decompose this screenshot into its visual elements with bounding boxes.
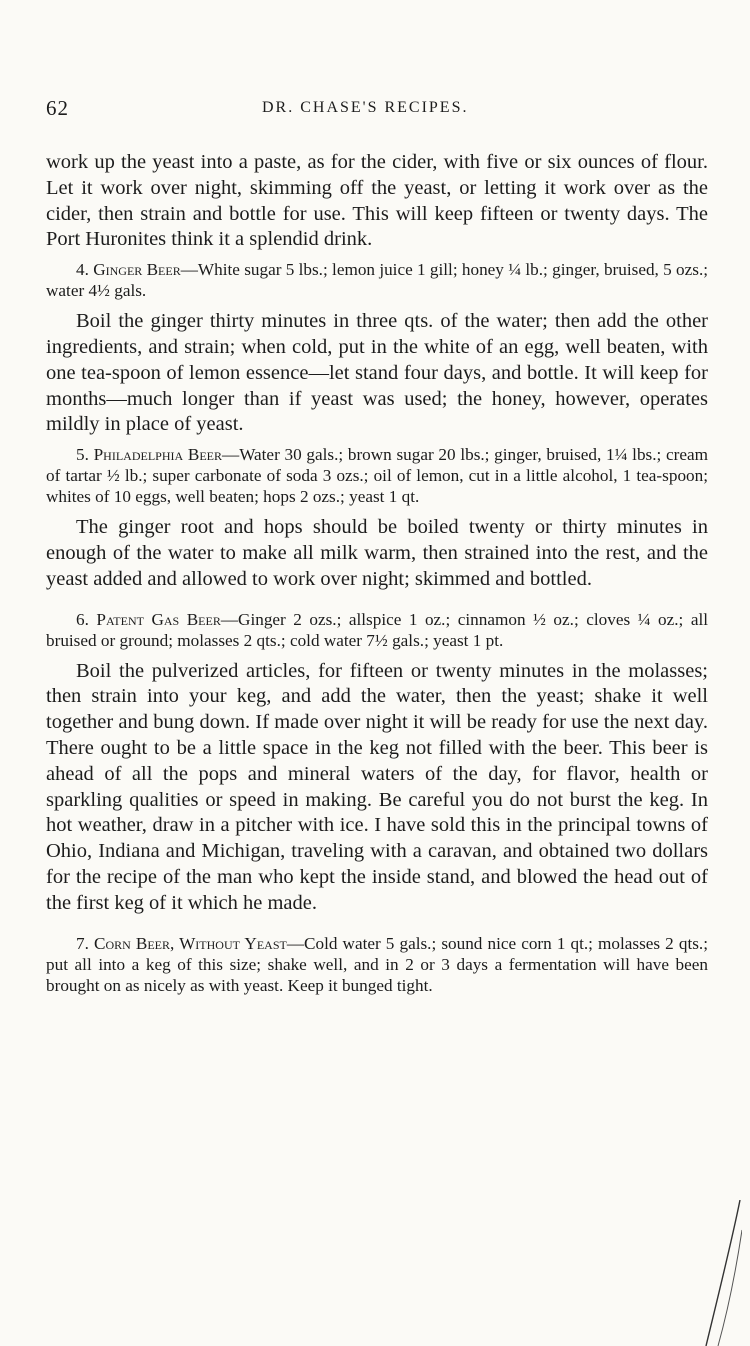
recipe-title: Philadelphia Beer	[93, 445, 222, 465]
recipe-ingredients: —Cold water 5 gals.; sound nice corn 1 qt.; molasses 2 qts.; put all into a keg of this size; shake well, and in 2 or 3 days a fermentation will have been brought on as nicely as with yeast. Keep it bunged tight.	[46, 933, 708, 995]
recipe-number: 6.	[76, 609, 89, 629]
recipe-number: 4.	[76, 260, 89, 280]
recipe-number: 7.	[76, 933, 89, 953]
page-body	[46, 150, 708, 996]
recipe-ingredients: —Ginger 2 ozs.; allspice 1 oz.; cinnamon ½ oz.; cloves ¼ oz.; all bruised or ground; molasses 2 qts.; cold water 7½ gals.; yeast 1 pt.	[46, 609, 709, 650]
page-header	[0, 96, 750, 126]
recipe-7-ingredients	[46, 933, 708, 996]
recipe-title: Ginger Beer	[93, 260, 181, 280]
recipe-ingredients: —Water 30 gals.; brown sugar 20 lbs.; ginger, bruised, 1¼ lbs.; cream of tartar ½ lb.; super carbonate of soda 3 ozs.; oil of lemon, cut in a little alcohol, 1 tea-spoon; whites of 10 eggs, well beaten; hops 2 ozs.; yeast 1 qt.	[46, 445, 709, 507]
recipe-number: 5.	[76, 445, 89, 465]
recipe-6-directions: Boil the pulverized articles, for fifteen or twenty minutes in the molasses; then strain into your keg, and add the water, then the yeast; shake it well together and bung down. If made over night it will be ready for use the next day. There ought to be a little space in the keg not filled with the beer. This beer is ahead of all the pops and mineral waters of the day, for flavor, health or sparkling qualities or speed in making. Be careful you do not burst the keg. In hot weather, draw in a pitcher with ice. I have sold this in the principal towns of Ohio, Indiana and Michigan, traveling with a caravan, and obtained two dollars for the recipe of the man who kept the inside stand, and blowed the head out of the first keg of it which he made.	[46, 659, 708, 914]
recipe-5-directions: The ginger root and hops should be boiled twenty or thirty minutes in enough of the water to make all milk warm, then strained into the rest, and the yeast added and allowed to work over night; skimmed and bottled.	[46, 516, 708, 590]
recipe-6-ingredients	[46, 609, 708, 651]
page-number: 62	[46, 96, 69, 120]
page-edge-scratch-mark	[702, 1200, 742, 1346]
intro-paragraph: work up the yeast into a paste, as for the cider, with five or six ounces of flour. Let it work over night, skimming off the yeast, or letting it work over as the cider, then strain and bottle for use. This will keep fifteen or twenty days. The Port Huronites think it a splendid drink.	[46, 151, 708, 251]
recipe-title: Corn Beer, Without Yeast	[93, 933, 287, 953]
recipe-ingredients: —White sugar 5 lbs.; lemon juice 1 gill; honey ¼ lb.; ginger, bruised, 5 ozs.; water 4½ gals.	[46, 260, 709, 301]
recipe-5-ingredients	[46, 444, 708, 507]
recipe-4-directions: Boil the ginger thirty minutes in three qts. of the water; then add the other ingredients, and strain; when cold, put in the white of an egg, well beaten, with one tea-spoon of lemon essence—let stand four days, and bottle. It will keep for months—much longer than if yeast was used; the honey, however, operates mildly in place of yeast.	[46, 310, 708, 436]
recipe-title: Patent Gas Beer	[96, 609, 221, 629]
running-head: DR. CHASE'S RECIPES.	[262, 99, 469, 116]
recipe-4-ingredients	[46, 259, 708, 301]
